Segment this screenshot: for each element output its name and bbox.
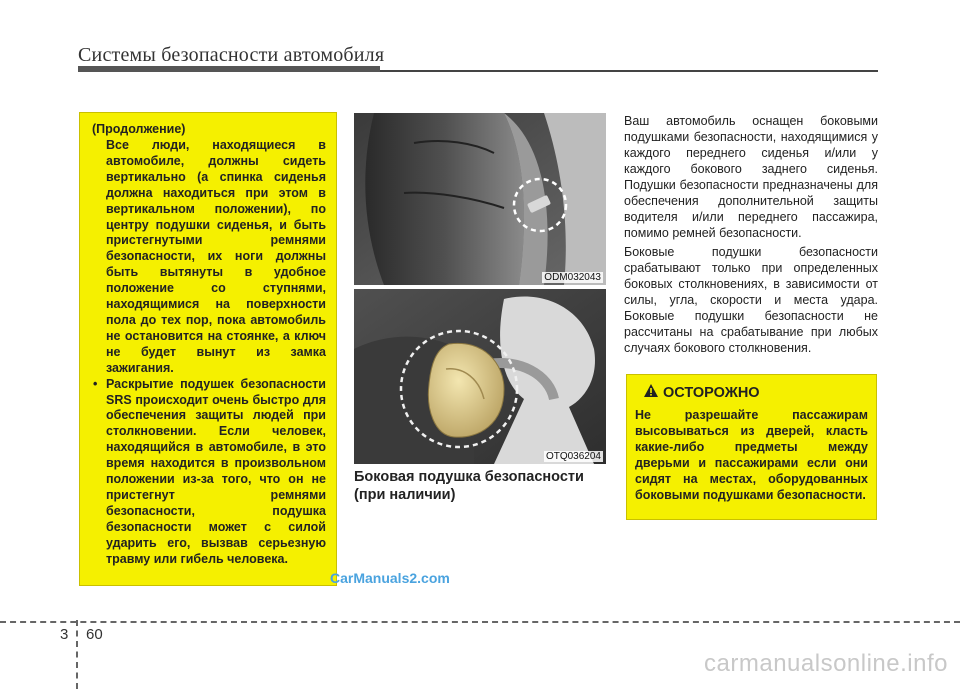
note-bullet-text: Раскрытие подушек безопасности SRS происходит очень быстро для обеспечения защиты людей при столкновении. Если человек, находящийся в автомобиле, в это время находится в произвольном положении из-за того, что он не пристегнут ремнями безопасности, подушка безопасности может с силой ударить его, вызвав серьезную травму или гибель человека. — [106, 376, 326, 566]
seat-illustration — [354, 113, 606, 285]
header-rule — [78, 66, 380, 72]
body-paragraph: Ваш автомобиль оснащен боковыми подушками безопасности, находящимися у каждого переднего сиденья и/или у каждого бокового заднего сиденья. Подушки безопасности предназначены для обеспечения дополнительной защиты водителя и/или переднего пассажира, помимо ремней безопасности. — [624, 114, 878, 240]
bottom-watermark: carmanualsonline.info — [704, 650, 948, 677]
body-paragraph: Боковые подушки безопасности срабатывают только при определенных боковых столкновениях, в зависимости от силы, угла, скорости и места удара. Боковые подушки безопасности не рассчитаны на срабатывание при любых случаях бокового столкновения. — [624, 245, 878, 355]
body-text-column — [624, 113, 878, 359]
note-paragraph: Все люди, находящиеся в автомобиле, должны сидеть вертикально (а спинка сиденья должна находиться при этом в вертикальном положении), по центру подушки сиденья, и быть пристегнутыми ремнями безопасности, их ноги должны быть вытянуты в удобное положение со ступнями, находящимися на поверхности пола до тех пор, пока автомобиль не остановится на стоянке, а ключ не будет вынут из замка зажигания. — [106, 138, 326, 375]
warning-text: Не разрешайте пассажирам высовываться из дверей, класть какие-либо предметы между дверьми и пассажирами если они сидят на местах, оборудованных боковыми подушками безопасности. — [635, 408, 868, 502]
note-bullet-item — [92, 377, 326, 568]
note-heading: (Продолжение) — [92, 122, 186, 136]
warning-header — [635, 383, 868, 403]
airbag-illustration — [354, 289, 606, 464]
section-number: 3 — [60, 626, 69, 643]
page-header-title: Системы безопасности автомобиля — [78, 44, 385, 66]
page-number: 60 — [86, 626, 103, 643]
footer-rule — [0, 621, 960, 623]
top-image-code: ODM032043 — [544, 272, 601, 283]
figure-caption: Боковая подушка безопасности (при наличии) — [354, 469, 584, 503]
continuation-note-box — [79, 112, 337, 586]
warning-title: ОСТОРОЖНО — [663, 385, 760, 401]
bullet-icon: • — [93, 376, 98, 391]
deployed-airbag-image — [354, 289, 606, 464]
site-watermark[interactable]: CarManuals2.com — [330, 570, 450, 586]
seat-side-airbag-image — [354, 113, 606, 285]
header-rule-thin — [380, 70, 878, 72]
footer-divider — [76, 620, 78, 689]
warning-box — [626, 374, 877, 520]
bottom-image-code: OTQ036204 — [545, 451, 601, 462]
warning-triangle-icon — [643, 383, 659, 403]
